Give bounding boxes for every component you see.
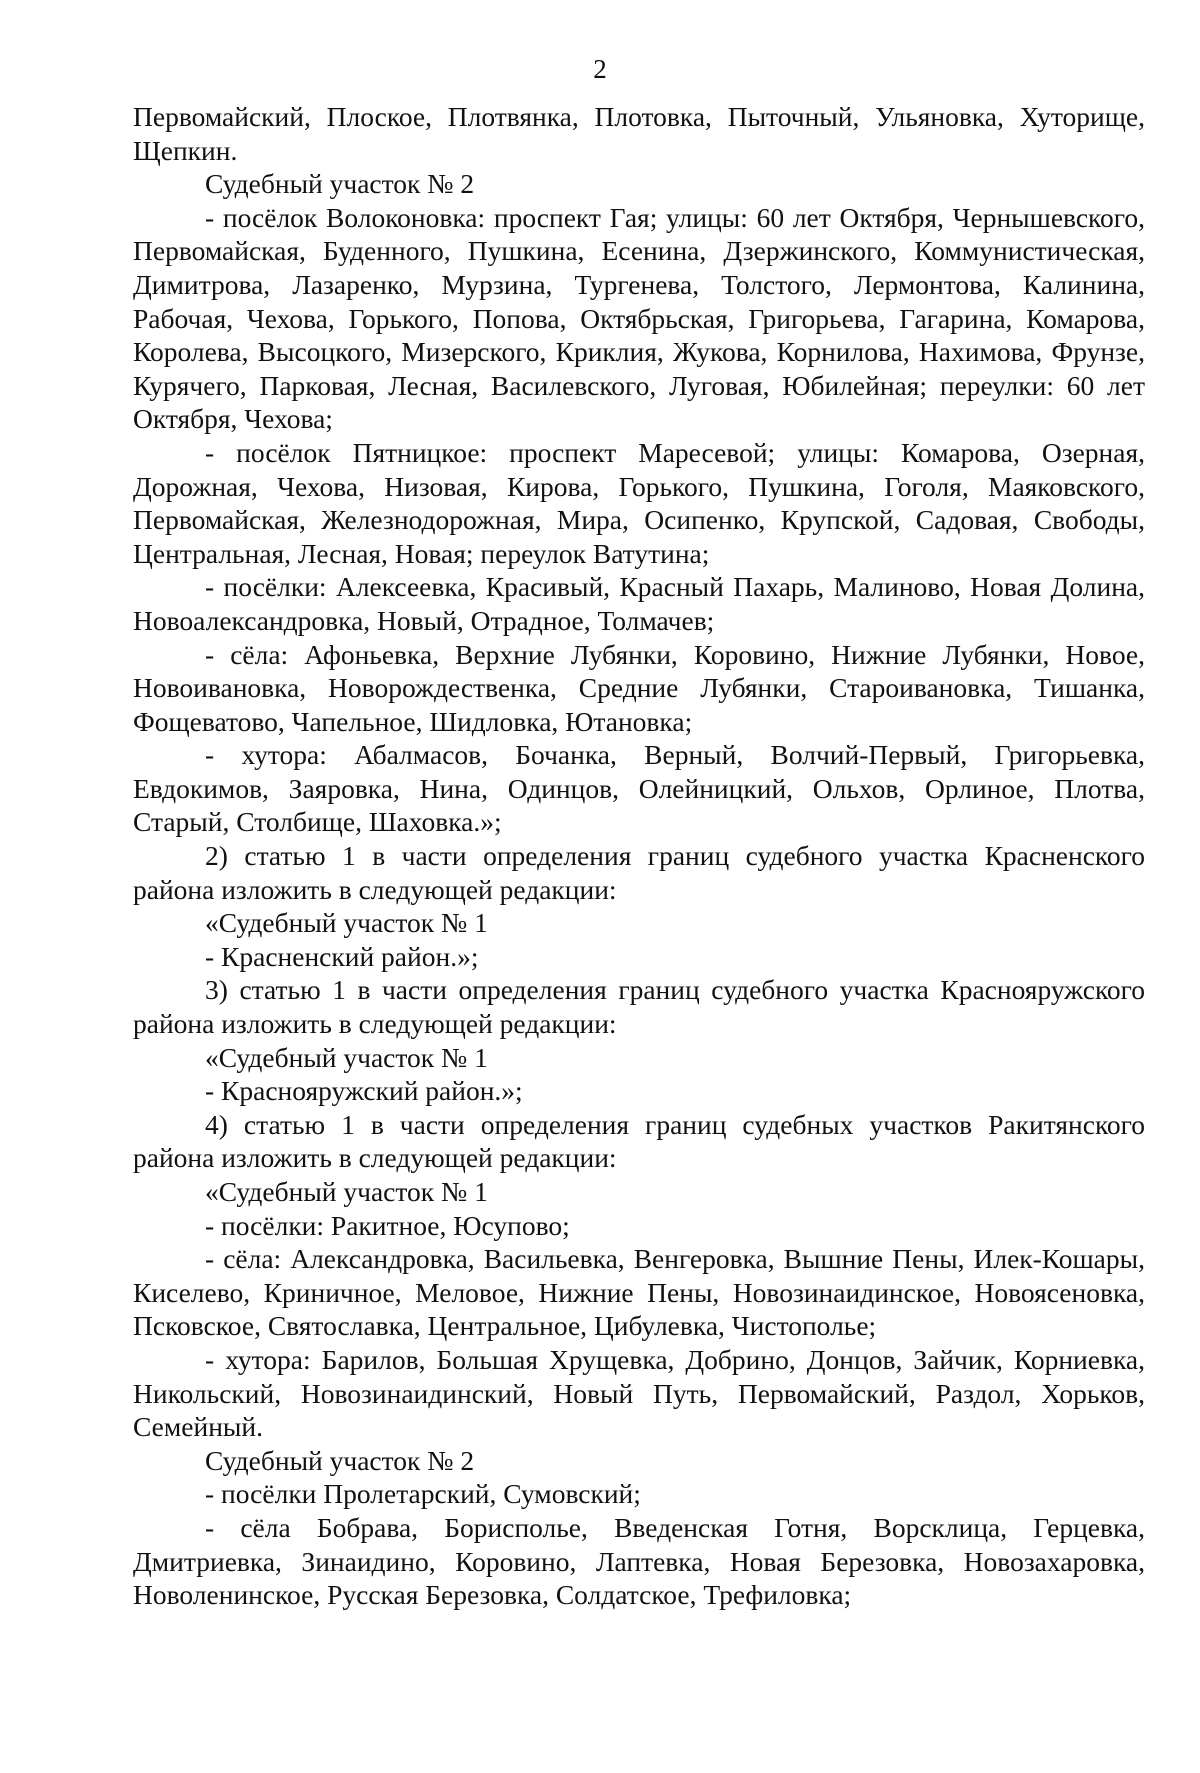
paragraph-court-district-1: «Судебный участок № 1	[205, 1041, 488, 1073]
paragraph-rakityansky-settlements: - посёлки: Ракитное, Юсупово;	[205, 1209, 570, 1241]
document-body	[133, 100, 1145, 1612]
paragraph-court2-settlements: - посёлки Пролетарский, Сумовский;	[205, 1478, 641, 1510]
paragraph-krasnensky-district: - Красненский район.»;	[205, 940, 479, 972]
paragraph-court2-villages: - сёла Бобрава, Бориcполье, Введенская Готня, Ворсклица, Герцевка, Дмитриевка, Зинаидино, Коровино, Лаптевка, Новая Березовка, Новозахаровка, Новоленинское, Русская Березовка, Солдатское, Трефиловка;	[133, 1511, 1145, 1611]
paragraph-continuation: Первомайский, Плоское, Плотвянка, Плотовка, Пыточный, Ульяновка, Хуторище, Щепкин.	[133, 101, 1145, 166]
paragraph-villages: - сёла: Афоньевка, Верхние Лубянки, Коровино, Нижние Лубянки, Новое, Новоивановка, Новорождественка, Средние Лубянки, Староивановка, Тишанка, Фощеватово, Чапельное, Шидловка, Ютановка;	[133, 638, 1145, 737]
paragraph-article-rakityansky: 4) статью 1 в части определения границ судебных участков Ракитянского района изложить в следующей редакции:	[133, 1108, 1145, 1174]
page-number: 2	[593, 54, 607, 84]
paragraph-court-district-1: «Судебный участок № 1	[205, 1176, 488, 1207]
paragraph-rakityansky-villages: - сёла: Александровка, Васильевка, Венгеровка, Вышние Пены, Илек-Кошары, Киселево, Криничное, Меловое, Нижние Пены, Новозинаидинское, Новоясеновка, Псковское, Святославка, Центральное, Цибулевка, Чистополье;	[133, 1243, 1145, 1342]
section-heading-court-district-2: Судебный участок № 2	[205, 1444, 475, 1476]
paragraph-volokonovka-streets: - посёлок Волоконовка: проспект Гая; улицы: 60 лет Октября, Чернышевского, Первомайская, Буденного, Пушкина, Есенина, Дзержинского, Коммунистическая, Димитрова, Лазаренко, Мурзина, Тургенева, Толстого, Лермонтова, Калинина, Рабочая, Чехова, Горького, Попова, Октябрьская, Григорьева, Гагарина, Комарова, Королева, Высоцкого, Мизерского, Криклия, Жукова, Корнилова, Нахимова, Фрунзе, Курячего, Парковая, Лесная, Василевского, Луговая, Юбилейная; переулки: 60 лет Октября, Чехова;	[133, 201, 1145, 435]
paragraph-pyatnitskoe-streets: - посёлок Пятницкое: проспект Маресевой; улицы: Комарова, Озерная, Дорожная, Чехова, Низовая, Кирова, Горького, Пушкина, Гоголя, Маяковского, Первомайская, Железнодорожная, Мира, Осипенко, Крупской, Садовая, Свободы, Центральная, Лесная, Новая; переулок Ватутина;	[133, 436, 1145, 569]
paragraph-rakityansky-farmsteads: - хутора: Барилов, Большая Хрущевка, Добрино, Донцов, Зайчик, Корниевка, Никольский, Новозинаидинский, Новый Путь, Первомайский, Раздол, Хорьков, Семейный.	[133, 1343, 1145, 1443]
section-heading-court-district-2: Судебный участок № 2	[205, 168, 475, 200]
paragraph-court-district-1: «Судебный участок № 1	[205, 907, 488, 939]
paragraph-article-krasnensky: 2) статью 1 в части определения границ судебного участка Красненского района изложить в следующей редакции:	[133, 840, 1145, 905]
paragraph-krasnoyaruzhsky-district: - Краснояружский район.»;	[205, 1075, 523, 1107]
paragraph-settlements: - посёлки: Алексеевка, Красивый, Красный Пахарь, Малиново, Новая Долина, Новоалександровка, Новый, Отрадное, Толмачев;	[133, 571, 1145, 636]
paragraph-farmsteads: - хутора: Абалмасов, Бочанка, Верный, Волчий-Первый, Григорьевка, Евдокимов, Заяровка, Нина, Одинцов, Олейницкий, Ольхов, Орлиное, Плотва, Старый, Столбище, Шаховка.»;	[133, 739, 1145, 838]
paragraph-article-krasnoyaruzhsky: 3) статью 1 в части определения границ судебного участка Краснояружского района изложить в следующей редакции:	[133, 974, 1145, 1040]
